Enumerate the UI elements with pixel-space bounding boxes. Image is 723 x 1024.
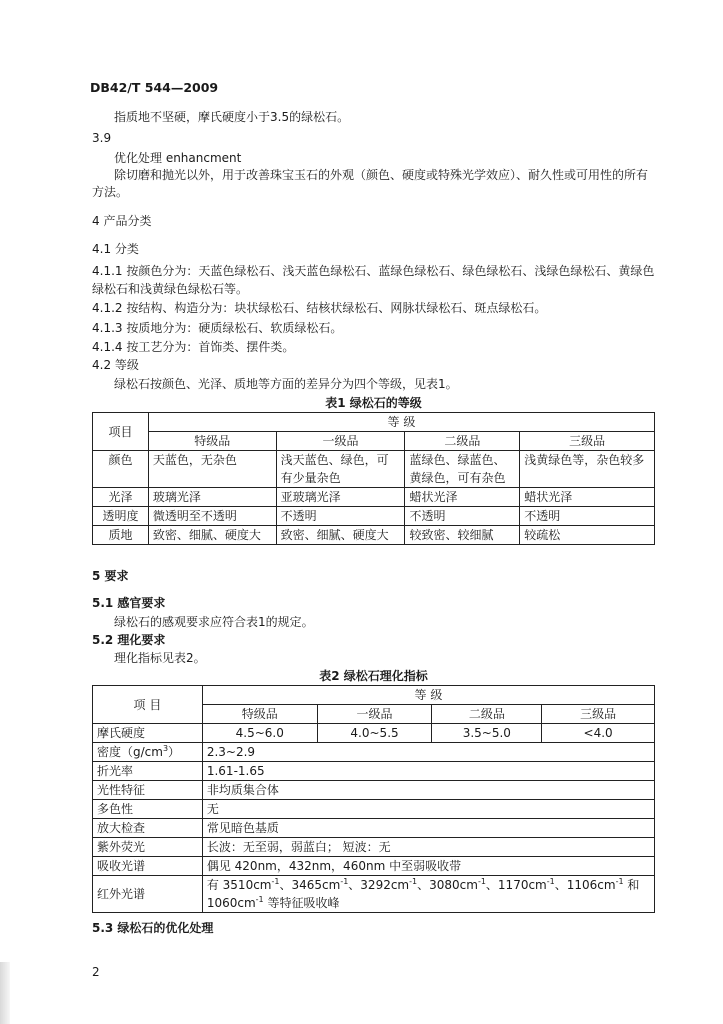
table1-grade: 三级品 bbox=[520, 432, 655, 451]
table-cell: 亚玻璃光泽 bbox=[276, 488, 405, 507]
table-row bbox=[93, 838, 655, 857]
table-cell: 常见暗色基质 bbox=[202, 819, 654, 838]
table-row bbox=[93, 507, 655, 526]
term-enhancement: 优化处理 enhancment bbox=[114, 151, 242, 165]
heading-4-2: 4.2 等级 bbox=[92, 358, 139, 372]
table-cell: 蜡状光泽 bbox=[520, 488, 655, 507]
table-cell: 浅天蓝色、绿色，可有少量杂色 bbox=[276, 451, 405, 488]
table-cell: 3.5~5.0 bbox=[432, 724, 542, 743]
row-label: 光泽 bbox=[93, 488, 149, 507]
table-cell: 不透明 bbox=[405, 507, 520, 526]
table-cell: 蜡状光泽 bbox=[405, 488, 520, 507]
row-label: 摩氏硬度 bbox=[93, 724, 203, 743]
table-physchem bbox=[92, 685, 655, 913]
table-cell: 天蓝色，无杂色 bbox=[148, 451, 276, 488]
clause-4-1-1: 4.1.1 按颜色分为：天蓝色绿松石、浅天蓝色绿松石、蓝绿色绿松石、绿色绿松石、浅绿色绿松石、黄绿色绿松石和浅黄绿色绿松石等。 bbox=[92, 264, 655, 296]
row-label: 折光率 bbox=[93, 762, 203, 781]
page-number: 2 bbox=[92, 965, 100, 979]
paragraph-soft-definition: 指质地不坚硬，摩氏硬度小于3.5的绿松石。 bbox=[114, 110, 350, 124]
table-cell: 较疏松 bbox=[520, 526, 655, 545]
table-row bbox=[93, 800, 655, 819]
heading-5-2: 5.2 理化要求 bbox=[92, 633, 166, 647]
table-row bbox=[93, 857, 655, 876]
table-row bbox=[93, 743, 655, 762]
paragraph-grades: 绿松石按颜色、光泽、质地等方面的差异分为四个等级，见表1。 bbox=[114, 377, 458, 391]
row-label: 多色性 bbox=[93, 800, 203, 819]
row-label: 光性特征 bbox=[93, 781, 203, 800]
table-cell: 蓝绿色、绿蓝色、黄绿色，可有杂色 bbox=[405, 451, 520, 488]
heading-5-1: 5.1 感官要求 bbox=[92, 596, 166, 610]
table-cell: 玻璃光泽 bbox=[148, 488, 276, 507]
clause-4-1-4: 4.1.4 按工艺分为：首饰类、摆件类。 bbox=[92, 340, 295, 354]
document-id: DB42/T 544—2009 bbox=[90, 80, 219, 95]
row-label: 透明度 bbox=[93, 507, 149, 526]
table1-item-header: 项目 bbox=[93, 413, 149, 451]
row-label: 紫外荧光 bbox=[93, 838, 203, 857]
table-row bbox=[93, 781, 655, 800]
paragraph-physchem: 理化指标见表2。 bbox=[114, 651, 206, 665]
heading-5-3: 5.3 绿松石的优化处理 bbox=[92, 921, 214, 935]
table1-grade-header: 等 级 bbox=[148, 413, 654, 432]
row-label: 颜色 bbox=[93, 451, 149, 488]
table-cell: 4.0~5.5 bbox=[317, 724, 432, 743]
table2-item-header: 项 目 bbox=[93, 686, 203, 724]
table-cell: 较致密、较细腻 bbox=[405, 526, 520, 545]
table-cell: 浅黄绿色等，杂色较多 bbox=[520, 451, 655, 488]
table-cell-ir: 有 $3510cm^{-1}$、$3465cm^{-1}$、$3292cm^{-1}$、$3080cm^{-1}$、$1170cm^{-1}$、$1106cm^{-1}$ 和 $1060cm^{-1}$ 等特征吸收峰 bbox=[202, 876, 654, 913]
row-label: 吸收光谱 bbox=[93, 857, 203, 876]
table1-caption: 表1 绿松石的等级 bbox=[325, 396, 422, 410]
row-label: 红外光谱 bbox=[93, 876, 203, 913]
table-row bbox=[93, 724, 655, 743]
table1-grade: 一级品 bbox=[276, 432, 405, 451]
table-cell: 非均质集合体 bbox=[202, 781, 654, 800]
row-label: 质地 bbox=[93, 526, 149, 545]
table2-grade-header: 等 级 bbox=[202, 686, 654, 705]
table-cell: 2.3~2.9 bbox=[202, 743, 654, 762]
table-cell: 无 bbox=[202, 800, 654, 819]
clause-4-1-3: 4.1.3 按质地分为：硬质绿松石、软质绿松石。 bbox=[92, 321, 343, 335]
table-cell: 致密、细腻、硬度大 bbox=[276, 526, 405, 545]
table-row bbox=[93, 819, 655, 838]
definition-enhancement: 除切磨和抛光以外，用于改善珠宝玉石的外观（颜色、硬度或特殊光学效应）、耐久性或可用性的所有方法。 bbox=[92, 168, 649, 199]
table-row bbox=[93, 526, 655, 545]
table-cell: 不透明 bbox=[520, 507, 655, 526]
table-row bbox=[93, 451, 655, 488]
table-row bbox=[93, 876, 655, 913]
table-cell: 微透明至不透明 bbox=[148, 507, 276, 526]
table-cell: 长波：无至弱，弱蓝白； 短波：无 bbox=[202, 838, 654, 857]
table-cell: 1.61-1.65 bbox=[202, 762, 654, 781]
table-row bbox=[93, 762, 655, 781]
table2-grade: 二级品 bbox=[432, 705, 542, 724]
scan-edge-shadow bbox=[0, 962, 10, 1024]
table1-grade: 二级品 bbox=[405, 432, 520, 451]
table-cell: 偶见 420nm，432nm，460nm 中至弱吸收带 bbox=[202, 857, 654, 876]
table-grades bbox=[92, 412, 655, 545]
heading-section-4: 4 产品分类 bbox=[92, 214, 152, 228]
section-number-3-9: 3.9 bbox=[92, 131, 112, 145]
table1-grade: 特级品 bbox=[148, 432, 276, 451]
table2-grade: 一级品 bbox=[317, 705, 432, 724]
table2-caption: 表2 绿松石理化指标 bbox=[319, 669, 428, 683]
paragraph-sensory: 绿松石的感观要求应符合表1的规定。 bbox=[114, 615, 314, 629]
heading-section-5: 5 要求 bbox=[92, 569, 129, 583]
table2-grade: 三级品 bbox=[542, 705, 655, 724]
heading-4-1: 4.1 分类 bbox=[92, 242, 139, 256]
clause-4-1-2: 4.1.2 按结构、构造分为：块状绿松石、结核状绿松石、网脉状绿松石、斑点绿松石。 bbox=[92, 301, 547, 315]
row-label: 密度$(g/cm^3)$ bbox=[93, 743, 203, 762]
table-cell: 不透明 bbox=[276, 507, 405, 526]
table-cell: 4.5~6.0 bbox=[202, 724, 317, 743]
table2-grade: 特级品 bbox=[202, 705, 317, 724]
table-row bbox=[93, 488, 655, 507]
row-label: 放大检查 bbox=[93, 819, 203, 838]
table-cell: <4.0 bbox=[542, 724, 655, 743]
table-cell: 致密、细腻、硬度大 bbox=[148, 526, 276, 545]
